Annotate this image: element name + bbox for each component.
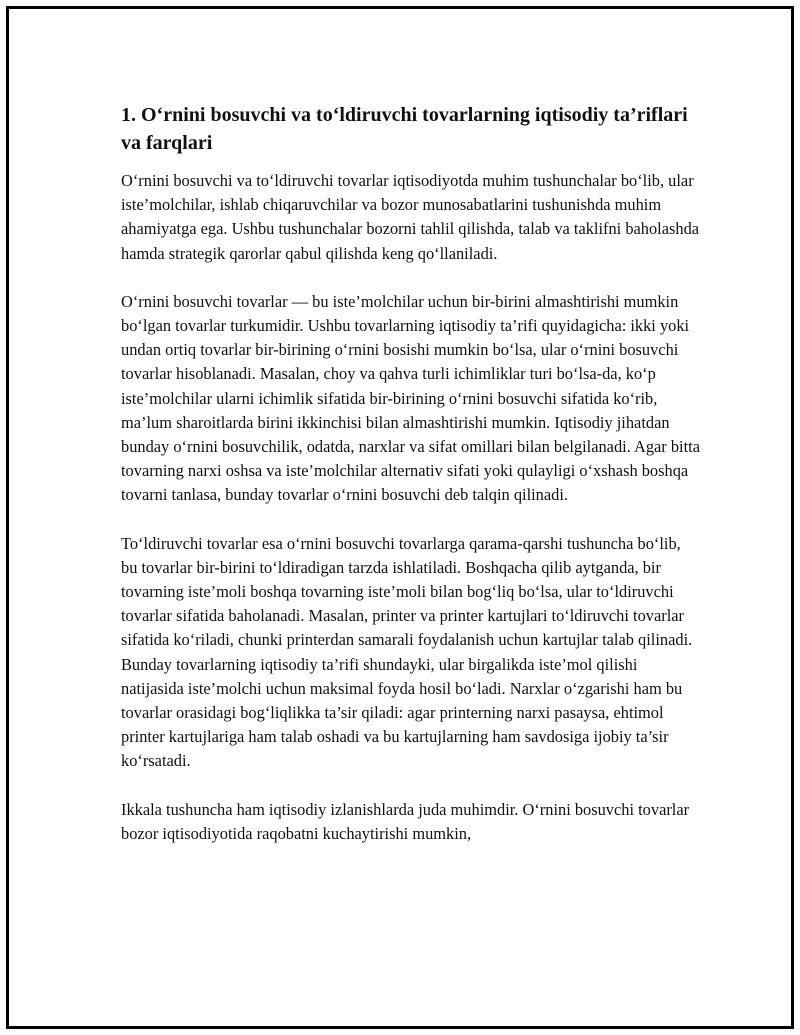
section-heading: 1. O‘rnini bosuvchi va to‘ldiruvchi tovarlarning iqtisodiy ta’riflari va farqlari (121, 104, 688, 154)
paragraph-conclusion: Ikkala tushuncha ham iqtisodiy izlanishlarda juda muhimdir. O‘rnini bosuvchi tovarlar bozor iqtisodiyotida raqobatni kuchaytirishi mumkin, (121, 799, 690, 843)
paragraph-intro: O‘rnini bosuvchi va to‘ldiruvchi tovarlar iqtisodiyotda muhim tushunchalar bo‘lib, ular iste’molchilar, ishlab chiqaruvchilar va bozor munosabatlarini tushunishda muhim ahamiyatga ega. Ushbu tushunchalar bozorni tahlil qilishda, talab va taklifni baholashda hamda strategik qarorlar qabul qilishda keng qo‘llaniladi. (121, 171, 700, 263)
document-body (121, 101, 701, 870)
page-frame (6, 6, 794, 1029)
paragraph-complements: To‘ldiruvchi tovarlar esa o‘rnini bosuvchi tovarlarga qarama-qarshi tushuncha bo‘lib, bu tovarlar bir-birini to‘ldiradigan tarzda ishlatiladi. Boshqacha qilib aytganda, bir tovarning iste’moli boshqa tovarning iste’moli bilan bog‘liq bo‘lsa, ular to‘ldiruvchi tovarlar sifatida baholanadi. Masalan, printer va printer kartujlari to‘ldiruvchi tovarlar sifatida ko‘riladi, chunki printerdan samarali foydalanish uchun kartujlar talab qilinadi. Bunday tovarlarning iqtisodiy ta’rifi shundayki, ular birgalikda iste’mol qilishi natijasida iste’molchi uchun maksimal foyda hosil bo‘ladi. Narxlar o‘zgarishi ham bu tovarlar orasidagi bog‘liqlikka ta’sir qiladi: agar printerning narxi pasaysa, ehtimol printer kartujlariga ham talab oshadi va bu kartujlarning ham savdosiga ijobiy ta’sir ko‘rsatadi. (121, 533, 693, 771)
paragraph-substitutes: O‘rnini bosuvchi tovarlar — bu iste’molchilar uchun bir-birini almashtirishi mumkin bo‘lgan tovarlar turkumidir. Ushbu tovarlarning iqtisodiy ta’rifi quyidagicha: ikki yoki undan ortiq tovarlar bir-birining o‘rnini bosishi mumkin bo‘lsa, ular o‘rnini bosuvchi tovarlar hisoblanadi. Masalan, choy va qahva turli ichimliklar turi bo‘lsa-da, ko‘p iste’molchilar ularni ichimlik sifatida bir-birining o‘rnini bosuvchi sifatida ko‘rib, ma’lum sharoitlarda birini ikkinchisi bilan almashtirishi mumkin. Iqtisodiy jihatdan bunday o‘rnini bosuvchilik, odatda, narxlar va sifat omillari bilan belgilanadi. Agar bitta tovarning narxi oshsa va iste’molchilar alternativ sifati yoki qulayligi o‘xshash boshqa tovarni tanlasa, bunday tovarlar o‘rnini bosuvchi deb talqin qilinadi. (121, 291, 700, 505)
